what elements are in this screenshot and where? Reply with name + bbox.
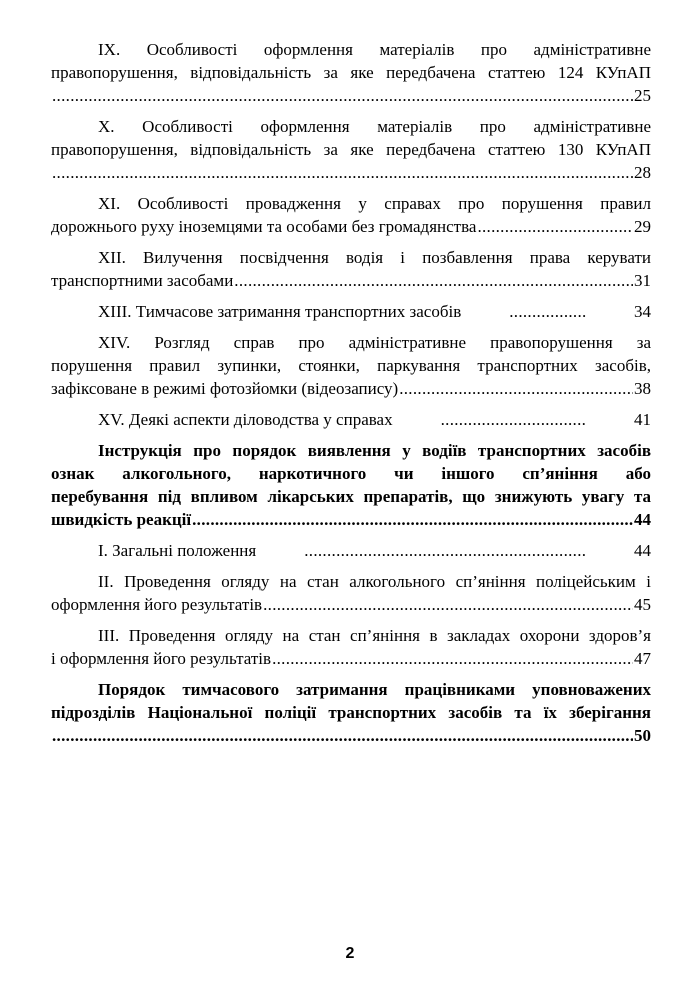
- toc-entry-order: [51, 678, 651, 747]
- dot-leader: [263, 593, 633, 616]
- toc-entry-title: транспортними засобами: [51, 271, 234, 290]
- toc-entry-page-number: 50: [634, 726, 651, 745]
- dot-leader: [52, 724, 633, 747]
- dot-leader: [477, 215, 633, 238]
- toc-entry-title: XIII. Тимчасове затримання транспортних засобів: [98, 302, 462, 321]
- toc-entry-xv: [51, 408, 651, 431]
- dot-leader: [272, 647, 633, 670]
- toc-entry-x: [51, 115, 651, 184]
- toc-entry-line: порушення правил зупинки, стоянки, паркування транспортних засобів,: [51, 356, 651, 375]
- toc-entry-line: II. Проведення огляду на стан алкогольного сп’яніння поліцейським і: [98, 572, 651, 591]
- toc-entry-page-number: 29: [634, 217, 651, 236]
- toc-entry-line: XI. Особливості провадження у справах про порушення правил: [98, 194, 651, 213]
- toc-entry-title: зафіксоване в режимі фотозйомки (відеозапису): [51, 379, 399, 398]
- toc-entry-line: перебування під впливом лікарських препаратів, що знижують увагу та: [51, 487, 651, 506]
- toc-entry-title: I. Загальні положення: [98, 541, 257, 560]
- toc-entry-page-number: 34: [634, 302, 651, 321]
- toc-entry-leader-row: [51, 724, 651, 747]
- dot-leader: [234, 269, 633, 292]
- toc-entry-leader-row: [51, 161, 651, 184]
- toc-entry-line: правопорушення, відповідальність за яке передбачена статтею 130 КУпАП: [51, 140, 651, 159]
- toc-entry-line: XIV. Розгляд справ про адміністративне правопорушення за: [98, 333, 651, 352]
- toc-entry-leader-row: [51, 269, 651, 292]
- toc-entry-line: правопорушення, відповідальність за яке передбачена статтею 124 КУпАП: [51, 63, 651, 82]
- toc-entry-leader-row: [51, 84, 651, 107]
- toc-entry-leader-row: [51, 408, 651, 431]
- toc-entry-title: швидкість реакції: [51, 510, 192, 529]
- dot-leader: [52, 161, 633, 184]
- toc-entry-leader-row: [51, 647, 651, 670]
- dot-leader: [394, 408, 586, 431]
- toc-entry-leader-row: [51, 539, 651, 562]
- dot-leader: [52, 84, 633, 107]
- toc-entry-page-number: 45: [634, 595, 651, 614]
- toc-entry-page-number: 44: [634, 541, 651, 560]
- toc-entry-title: оформлення його результатів: [51, 595, 263, 614]
- toc-entry-page-number: 47: [634, 649, 651, 668]
- toc-entry-line: підрозділів Національної поліції транспортних засобів та їх зберігання: [51, 703, 651, 722]
- toc-entry-page-number: 31: [634, 271, 651, 290]
- toc-entry-leader-row: [51, 300, 651, 323]
- toc-entry-page-number: 41: [634, 410, 651, 429]
- toc-entry-ix: [51, 38, 651, 107]
- page-number: 2: [345, 945, 355, 962]
- toc-entry-leader-row: [51, 593, 651, 616]
- dot-leader: [192, 508, 633, 531]
- toc-entry-line: Інструкція про порядок виявлення у водіїв транспортних засобів: [98, 441, 651, 460]
- dot-leader: [462, 300, 586, 323]
- toc-entry-xii: [51, 246, 651, 292]
- toc-entry-line: III. Проведення огляду на стан сп’яніння в закладах охорони здоров’я: [98, 626, 651, 645]
- table-of-contents: [51, 38, 651, 755]
- toc-entry-leader-row: [51, 215, 651, 238]
- toc-entry-page-number: 28: [634, 163, 651, 182]
- toc-entry-line: XII. Вилучення посвідчення водія і позбавлення права керувати: [98, 248, 651, 267]
- toc-entry-leader-row: [51, 508, 651, 531]
- toc-entry-ii: [51, 570, 651, 616]
- dot-leader: [257, 539, 586, 562]
- toc-entry-page-number: 44: [634, 510, 651, 529]
- toc-entry-line: ознак алкогольного, наркотичного чи іншого сп’яніння або: [51, 464, 651, 483]
- toc-entry-iii: [51, 624, 651, 670]
- toc-entry-line: X. Особливості оформлення матеріалів про адміністративне: [98, 117, 651, 136]
- toc-entry-leader-row: [51, 377, 651, 400]
- dot-leader: [399, 377, 633, 400]
- toc-entry-title: і оформлення його результатів: [51, 649, 272, 668]
- toc-entry-xiv: [51, 331, 651, 400]
- toc-entry-instr: [51, 439, 651, 531]
- toc-entry-title: дорожнього руху іноземцями та особами без громадянства: [51, 217, 477, 236]
- toc-entry-title: XV. Деякі аспекти діловодства у справах: [98, 410, 393, 429]
- toc-entry-page-number: 38: [634, 379, 651, 398]
- toc-entry-line: Порядок тимчасового затримання працівниками уповноважених: [98, 680, 651, 699]
- toc-entry-xiii: [51, 300, 651, 323]
- toc-entry-xi: [51, 192, 651, 238]
- toc-entry-page-number: 25: [634, 86, 651, 105]
- toc-entry-i: [51, 539, 651, 562]
- toc-entry-line: IX. Особливості оформлення матеріалів про адміністративне: [98, 40, 651, 59]
